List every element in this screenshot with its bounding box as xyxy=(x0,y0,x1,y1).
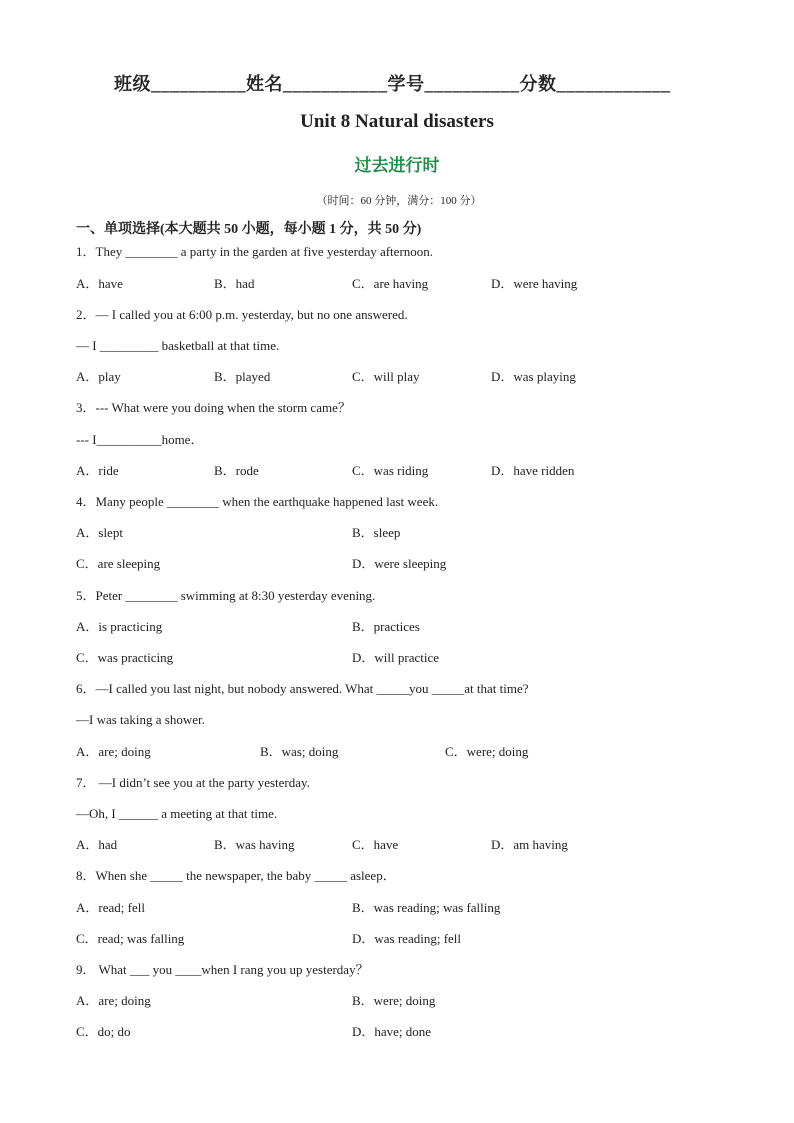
question-8-option-c: C．read; was falling xyxy=(76,931,185,946)
question-7-option-b: B．was having xyxy=(214,837,295,852)
question-6-option-c: C．were; doing xyxy=(445,744,529,759)
question-6-option-b: B．was; doing xyxy=(260,744,339,759)
question-5-option-a: A．is practicing xyxy=(76,619,163,634)
question-8-option-b: B．was reading; was falling xyxy=(352,900,501,915)
question-9-line-1: 9． What ___ you ____when I rang you up yesterday？ xyxy=(76,962,369,977)
question-3-option-a: A．ride xyxy=(76,463,119,478)
question-9-option-b: B．were; doing xyxy=(352,993,436,1008)
question-1-line-1: 1．They ________ a party in the garden at five yesterday afternoon. xyxy=(76,244,434,259)
question-5-option-b: B．practices xyxy=(352,619,420,634)
question-6-line-1: 6．—I called you last night, but nobody answered. What _____you _____at that time? xyxy=(76,681,529,696)
student-info-header: 班级__________姓名___________学号__________分数____________ xyxy=(114,74,671,94)
question-9-option-a: A．are; doing xyxy=(76,993,151,1008)
question-4-option-c: C．are sleeping xyxy=(76,556,161,571)
question-6-line-2: —I was taking a shower. xyxy=(76,712,205,727)
question-7-line-1: 7． —I didn’t see you at the party yesterday. xyxy=(76,775,310,790)
question-9-option-c: C．do; do xyxy=(76,1024,131,1039)
question-6-option-a: A．are; doing xyxy=(76,744,151,759)
question-4-line-1: 4．Many people ________ when the earthquake happened last week. xyxy=(76,494,439,509)
question-8-option-d: D．was reading; fell xyxy=(352,931,462,946)
page-subtitle: 过去进行时 xyxy=(354,156,440,175)
question-8-option-a: A．read; fell xyxy=(76,900,145,915)
question-1-option-a: A．have xyxy=(76,276,123,291)
question-1-option-b: B．had xyxy=(214,276,255,291)
question-8-line-1: 8．When she _____ the newspaper, the baby _____ asleep． xyxy=(76,868,396,883)
question-5-option-d: D．will practice xyxy=(352,650,439,665)
question-7-option-a: A．had xyxy=(76,837,118,852)
exam-meta: （时间：60 分钟，满分：100 分） xyxy=(316,195,482,207)
question-3-line-2: --- I__________home． xyxy=(76,432,204,447)
question-1-option-d: D．were having xyxy=(491,276,578,291)
question-5-option-c: C．was practicing xyxy=(76,650,174,665)
question-2-option-c: C．will play xyxy=(352,369,420,384)
question-2-option-b: B．played xyxy=(214,369,271,384)
question-4-option-a: A．slept xyxy=(76,525,123,540)
question-3-option-d: D．have ridden xyxy=(491,463,575,478)
question-1-option-c: C．are having xyxy=(352,276,429,291)
question-3-line-1: 3．--- What were you doing when the storm came？ xyxy=(76,400,351,415)
question-4-option-b: B．sleep xyxy=(352,525,401,540)
question-2-option-d: D．was playing xyxy=(491,369,576,384)
question-7-option-c: C．have xyxy=(352,837,399,852)
section-heading: 一、单项选择(本大题共 50 小题，每小题 1 分，共 50 分) xyxy=(76,222,422,237)
question-3-option-c: C．was riding xyxy=(352,463,429,478)
question-7-option-d: D．am having xyxy=(491,837,568,852)
question-9-option-d: D．have; done xyxy=(352,1024,432,1039)
question-2-line-1: 2．— I called you at 6:00 p.m. yesterday, but no one answered. xyxy=(76,307,408,322)
question-2-option-a: A．play xyxy=(76,369,121,384)
question-2-line-2: — I _________ basketball at that time. xyxy=(76,338,280,353)
question-7-line-2: —Oh, I ______ a meeting at that time. xyxy=(76,806,278,821)
page-title: Unit 8 Natural disasters xyxy=(300,111,494,132)
question-3-option-b: B．rode xyxy=(214,463,259,478)
question-5-line-1: 5．Peter ________ swimming at 8:30 yesterday evening. xyxy=(76,588,376,603)
question-4-option-d: D．were sleeping xyxy=(352,556,447,571)
